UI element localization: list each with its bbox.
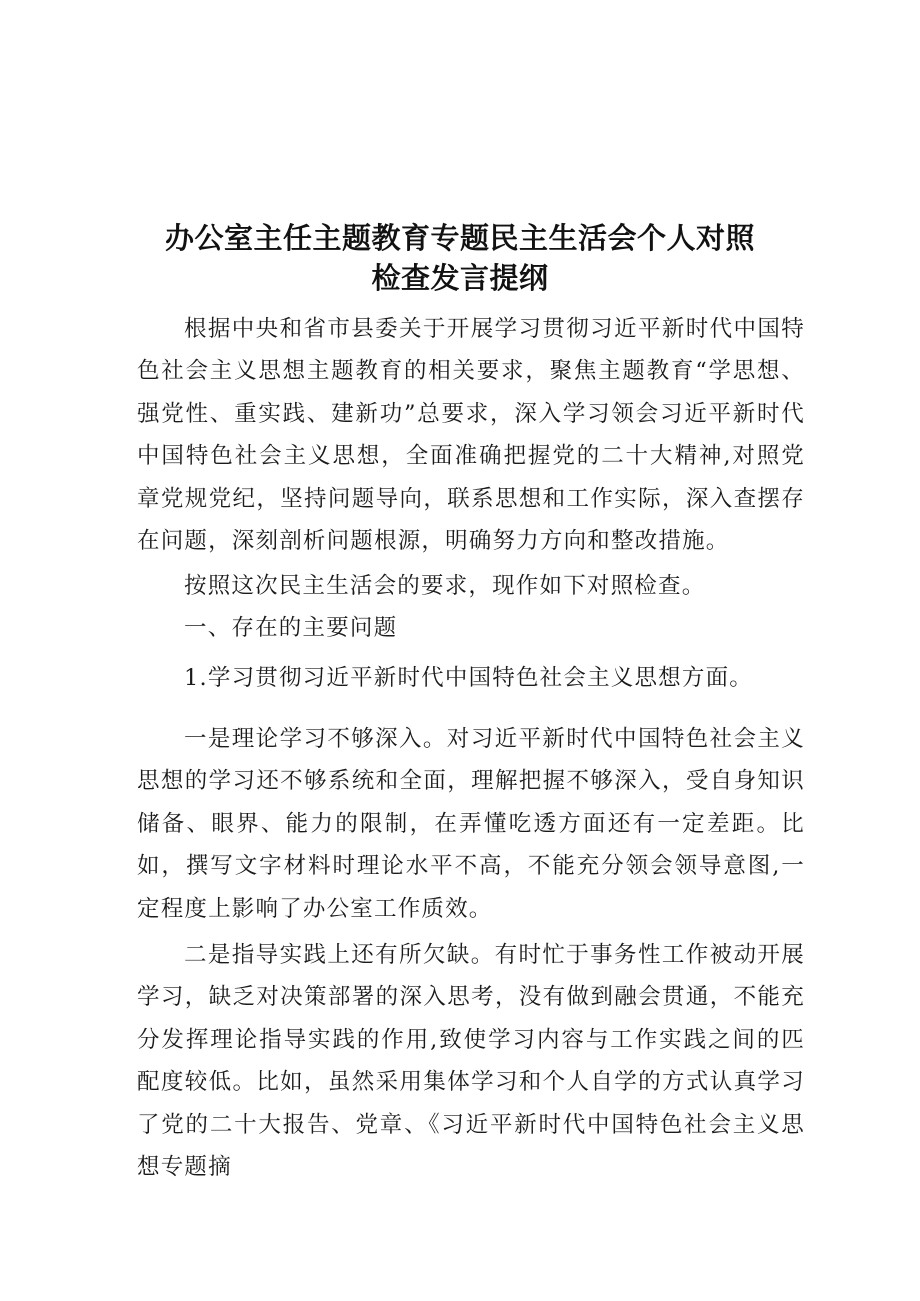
document-title-line-1: 办公室主任主题教育专题民主生活会个人对照 (164, 221, 755, 255)
lead-paragraph: 按照这次民主生活会的要求，现作如下对照检查。 (184, 573, 706, 599)
document-title-line-2: 检查发言提纲 (371, 261, 549, 295)
subsection-heading: 1.学习贯彻习近平新时代中国特色社会主义思想方面。 (184, 665, 753, 691)
point-one-paragraph: 一是理论学习不够深入。对习近平新时代中国特色社会主义思想的学习还不够系统和全面，理解把握不够深入，受自身知识储备、眼界、能力的限制，在弄懂吃透方面还有一定差距。比如，撰写文字材料时理论水平不高，不能充分领会领导意图,一定程度上影响了办公室工作质效。 (137, 726, 805, 922)
section-heading: 一、存在的主要问题 (184, 615, 398, 641)
point-two-paragraph: 二是指导实践上还有所欠缺。有时忙于事务性工作被动开展学习，缺乏对决策部署的深入思考，没有做到融会贯通，不能充分发挥理论指导实践的作用,致使学习内容与工作实践之间的匹配度较低。比如，虽然采用集体学习和个人自学的方式认真学习了党的二十大报告、党章、《习近平新时代中国特色社会主义思想专题摘 (137, 942, 805, 1181)
intro-paragraph: 根据中央和省市县委关于开展学习贯彻习近平新时代中国特色社会主义思想主题教育的相关要求，聚焦主题教育“学思想、强党性、重实践、建新功”总要求，深入学习领会习近平新时代中国特色社会主义思想，全面准确把握党的二十大精神,对照党章党规党纪，坚持问题导向，联系思想和工作实际，深入查摆存在问题，深刻剖析问题根源，明确努力方向和整改措施。 (137, 316, 805, 555)
